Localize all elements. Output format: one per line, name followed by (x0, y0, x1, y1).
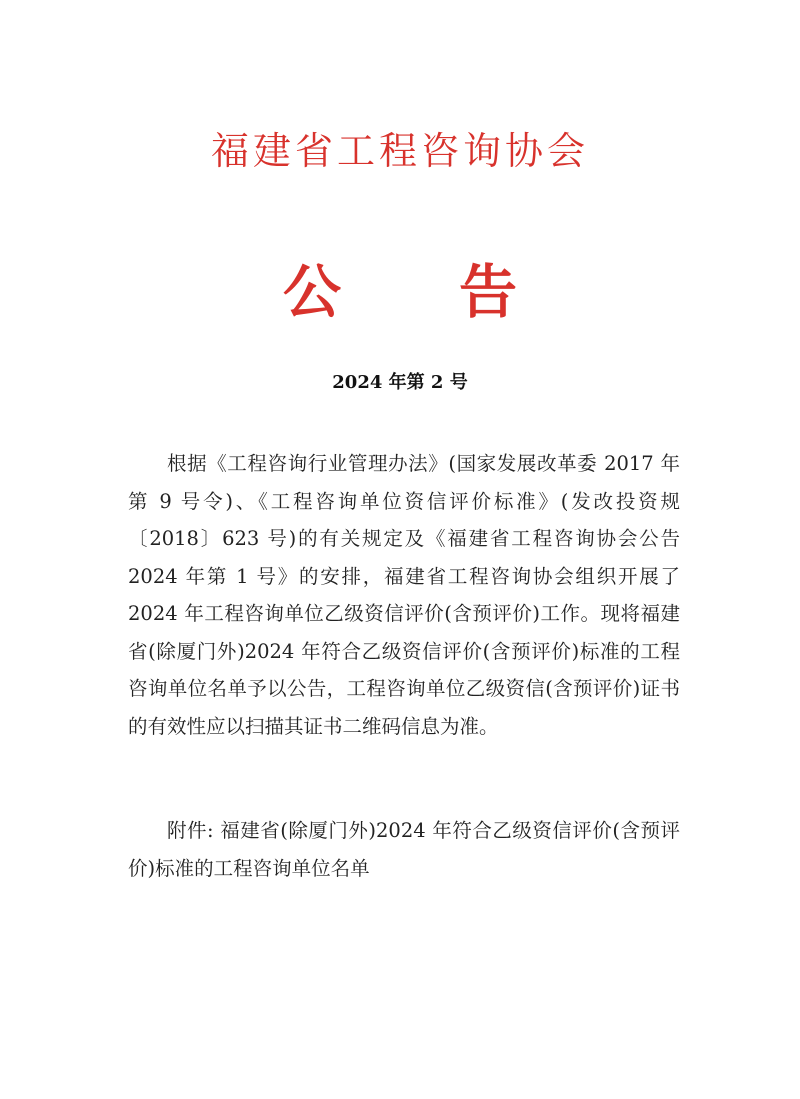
notice-title: 公告 (282, 258, 635, 326)
organization-title: 福建省工程咨询协会 (210, 129, 589, 173)
body-paragraph: 根据《工程咨询行业管理办法》(国家发展改革委 2017 年第 9 号令)、《工程咨询单位资信评价标准》(发改投资规〔2018〕623 号)的有关规定及《福建省工程咨询协会公告 2024 年第 1 号》的安排，福建省工程咨询协会组织开展了 2024 年工程咨询单位乙级资信评价(含预评价)工作。现将福建省(除厦门外)2024 年符合乙级资信评价(含预评价)标准的工程咨询单位名单予以公告，工程咨询单位乙级资信(含预评价)证书的有效性应以扫描其证书二维码信息为准。 (128, 452, 680, 738)
document-number: 2024 年第 2 号 (332, 372, 468, 393)
attachment-note: 附件: 福建省(除厦门外)2024 年符合乙级资信评价(含预评价)标准的工程咨询单位名单 (128, 819, 680, 880)
